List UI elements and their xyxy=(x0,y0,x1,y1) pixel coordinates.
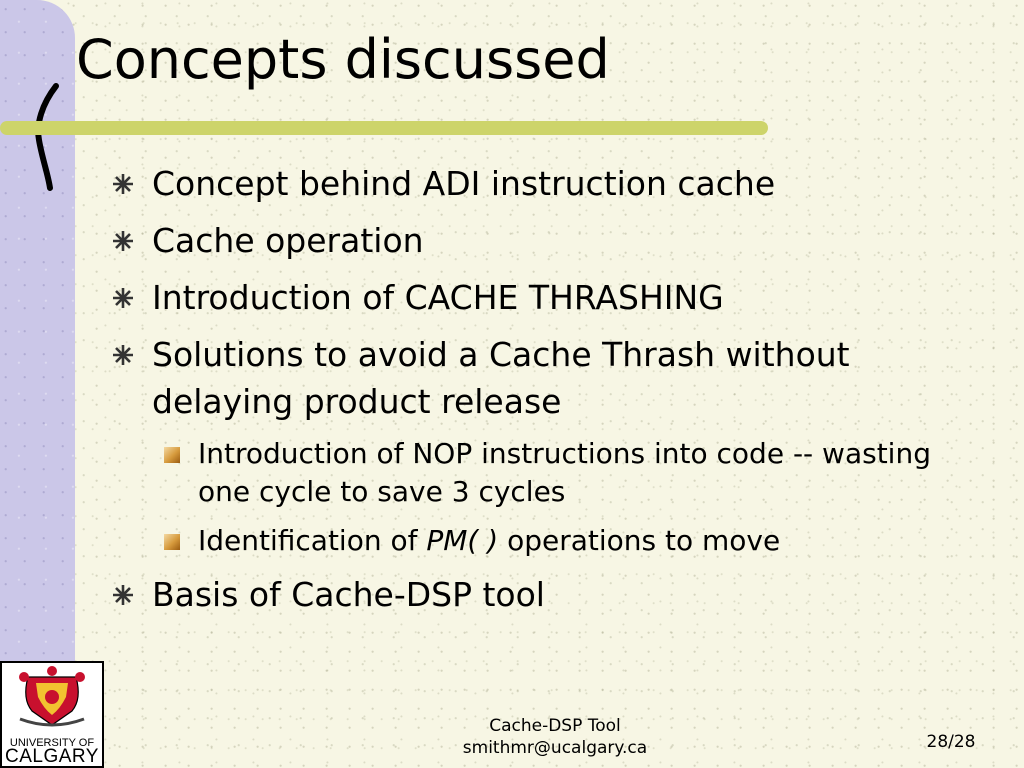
title-underline-bar xyxy=(0,121,768,135)
sub-bullet-text-suffix: operations to move xyxy=(498,524,781,557)
bullet-text: Cache operation xyxy=(152,221,424,260)
bullet-list xyxy=(112,160,972,628)
university-crest-icon xyxy=(2,663,102,733)
square-bullet-icon xyxy=(164,447,180,463)
footer-line1: Cache-DSP Tool xyxy=(489,716,621,736)
slide-footer xyxy=(405,715,705,759)
star-bullet-icon xyxy=(112,230,134,252)
bullet-item xyxy=(112,571,972,618)
star-bullet-icon xyxy=(112,584,134,606)
sub-bullet-text-italic: PM( ) xyxy=(426,524,499,557)
star-bullet-icon xyxy=(112,173,134,195)
page-number: 28/28 xyxy=(926,732,976,752)
star-bullet-icon xyxy=(112,344,134,366)
bullet-text: Solutions to avoid a Cache Thrash without delaying product release xyxy=(152,335,850,421)
footer-line2: smithmr@ucalgary.ca xyxy=(462,738,648,758)
slide-title: Concepts discussed xyxy=(76,28,610,91)
star-bullet-icon xyxy=(112,287,134,309)
bullet-text: Introduction of CACHE THRASHING xyxy=(152,278,724,317)
bullet-item xyxy=(112,331,972,425)
bullet-text: Concept behind ADI instruction cache xyxy=(152,164,776,203)
logo-line2: CALGARY xyxy=(5,746,99,767)
bullet-text: Basis of Cache-DSP tool xyxy=(152,575,545,614)
university-logo xyxy=(0,661,104,768)
sub-bullet-item xyxy=(112,522,972,560)
bullet-item xyxy=(112,160,972,207)
sub-bullet-item xyxy=(112,435,972,511)
sub-bullet-text-prefix: Identification of xyxy=(198,524,427,557)
bullet-item xyxy=(112,274,972,321)
logo-line1: UNIVERSITY OF xyxy=(9,737,95,749)
sub-bullet-text: Introduction of NOP instructions into code -- wasting one cycle to save 3 cycles xyxy=(198,437,931,508)
bullet-item xyxy=(112,217,972,264)
left-brace-icon xyxy=(26,82,66,192)
square-bullet-icon xyxy=(164,534,180,550)
